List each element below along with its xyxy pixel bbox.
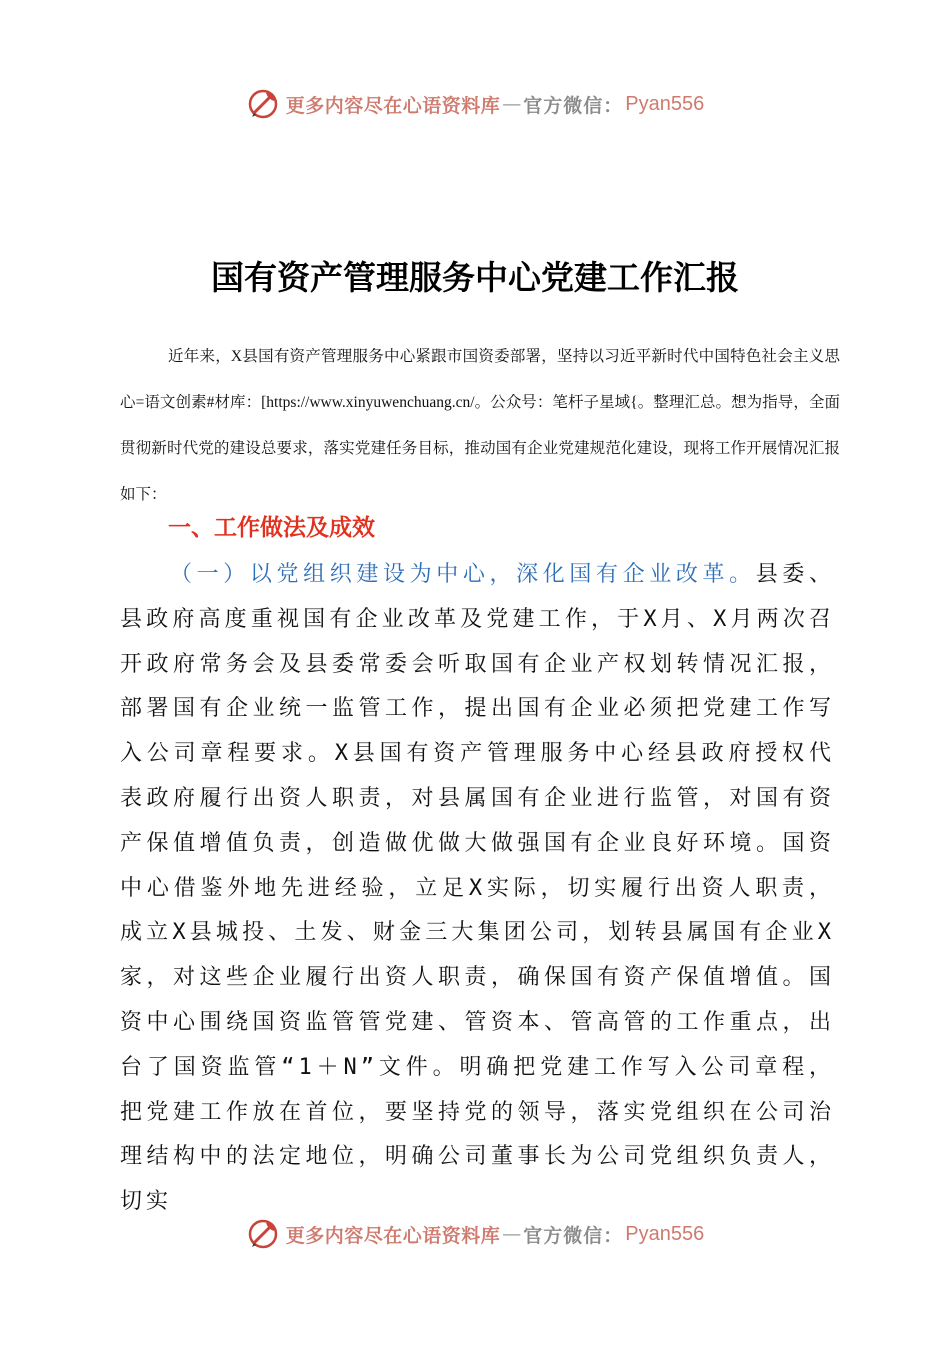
intro-paragraph: 近年来，X县国有资产管理服务中心紧跟市国资委部署，坚持以习近平新时代中国特色社会主义思心=语文创素#材库：[https://www.xinyuwenchuang.cn/。公众号：笔杆子星域{。整理汇总。想为指导，全面贯彻新时代党的建设总要求，落实党建任务目标，推动国有企业党建规范化建设，现将工作开展情况汇报如下： [120, 348, 840, 503]
quill-logo-icon [246, 1217, 280, 1251]
sub-heading: （一）以党组织建设为中心，深化国有企业改革。 [170, 562, 756, 587]
watermark-wechat-id: Pyan556 [625, 1222, 705, 1245]
document-title: 国有资产管理服务中心党建工作汇报 [211, 258, 739, 297]
header-watermark [0, 84, 950, 124]
watermark-dash: — [502, 1223, 522, 1245]
footer-watermark [0, 1214, 950, 1254]
quill-logo-icon [246, 87, 280, 121]
watermark-dash: — [502, 93, 522, 115]
watermark-site-text: 更多内容尽在心语资料库 [285, 1224, 501, 1247]
watermark-site-text: 更多内容尽在心语资料库 [285, 94, 501, 117]
body-paragraph [120, 553, 835, 1225]
watermark-wechat-id: Pyan556 [625, 92, 705, 115]
watermark-official-text: 官方微信： [523, 1224, 624, 1247]
watermark-official-text: 官方微信： [523, 94, 624, 117]
paragraph-text: 县委、县政府高度重视国有企业改革及党建工作，于X月、X月两次召开政府常务会及县委常委会听取国有企业产权划转情况汇报，部署国有企业统一监管工作，提出国有企业必须把党建工作写入公司章程要求。X县国有资产管理服务中心经县政府授权代表政府履行出资人职责，对县属国有企业进行监管，对国有资产保值增值负责，创造做优做大做强国有企业良好环境。国资中心借鉴外地先进经验，立足X实际，切实履行出资人职责，成立X县城投、土发、财金三大集团公司，划转县属国有企业X家，对这些企业履行出资人职责，确保国有资产保值增值。国资中心围绕国资监管管党建、管资本、管高管的工作重点，出台了国资监管“1＋N”文件。明确把党建工作写入公司章程，把党建工作放在首位，要坚持党的领导，落实党组织在公司治理结构中的法定地位，明确公司董事长为公司党组织负责人，切实 [120, 562, 835, 1215]
section-heading: 一、工作做法及成效 [168, 515, 375, 541]
